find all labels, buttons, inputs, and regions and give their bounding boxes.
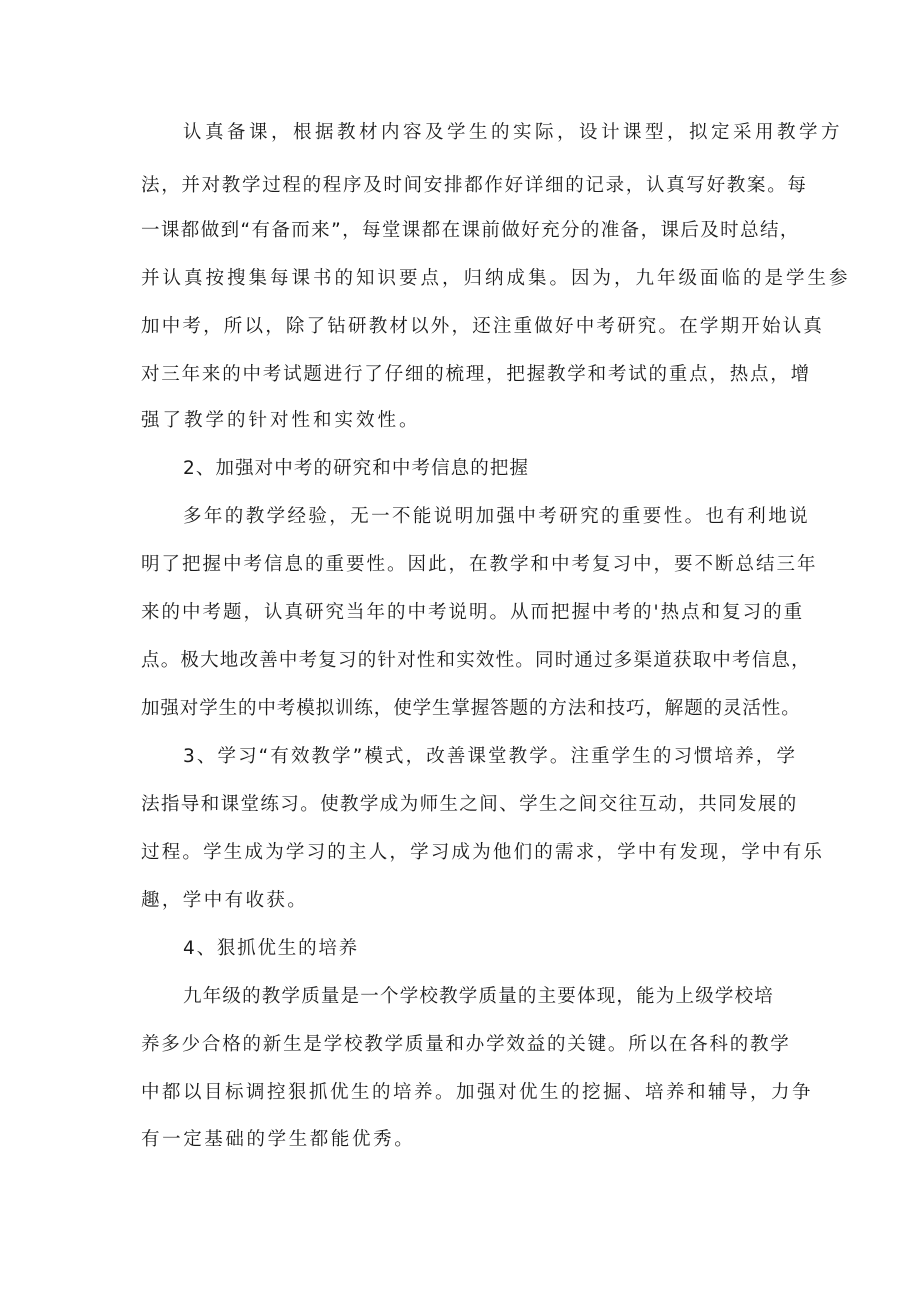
section-heading: 4、狠抓优生的培养: [183, 938, 359, 959]
text-line: 并认真按搜集每课书的知识要点，归纳成集。因为，九年级面临的是学生参: [141, 268, 851, 289]
text-line: 加中考，所以，除了钻研教材以外，还注重做好中考研究。在学期开始认真: [141, 316, 825, 337]
text-line: 强了教学的针对性和实效性。: [141, 410, 421, 431]
text-line: 养多少合格的新生是学校教学质量和办学效益的关键。所以在各科的教学: [141, 1034, 791, 1055]
text-line: 认真备课，根据教材内容及学生的实际，设计课型，拟定采用教学方: [183, 122, 844, 143]
text-line: 法指导和课堂练习。使教学成为师生之间、学生之间交往互动，共同发展的: [141, 794, 798, 815]
text-line: 趣，学中有收获。: [141, 890, 309, 911]
text-line: 加强对学生的中考模拟训练，使学生掌握答题的方法和技巧，解题的灵活性。: [141, 698, 801, 719]
text-line: 对三年来的中考试题进行了仔细的梳理，把握教学和考试的重点，热点，增: [141, 364, 811, 385]
section-heading: 2、加强对中考的研究和中考信息的把握: [183, 458, 530, 479]
text-line: 有一定基础的学生都能优秀。: [141, 1129, 416, 1150]
text-line: 一课都做到“有备而来”，每堂课都在课前做好充分的准备，课后及时总结，: [141, 220, 800, 241]
text-line: 多年的教学经验，无一不能说明加强中考研究的重要性。也有利地说: [183, 506, 811, 527]
text-line: 中都以目标调控狠抓优生的培养。加强对优生的挖掘、培养和辅导，力争: [141, 1082, 814, 1103]
text-line: 九年级的教学质量是一个学校教学质量的主要体现，能为上级学校培: [183, 986, 775, 1007]
text-line: 过程。学生成为学习的主人，学习成为他们的需求，学中有发现，学中有乐: [141, 842, 825, 863]
text-line: 3、学习“有效教学”模式，改善课堂教学。注重学生的习惯培养，学: [183, 746, 798, 767]
text-line: 点。极大地改善中考复习的针对性和实效性。同时通过多渠道获取中考信息，: [141, 650, 811, 671]
text-line: 来的中考题，认真研究当年的中考说明。从而把握中考的'热点和复习的重: [141, 602, 805, 623]
text-line: 法，并对教学过程的程序及时间安排都作好详细的记录，认真写好教案。每: [141, 175, 808, 196]
text-line: 明了把握中考信息的重要性。因此，在教学和中考复习中，要不断总结三年: [141, 554, 818, 575]
